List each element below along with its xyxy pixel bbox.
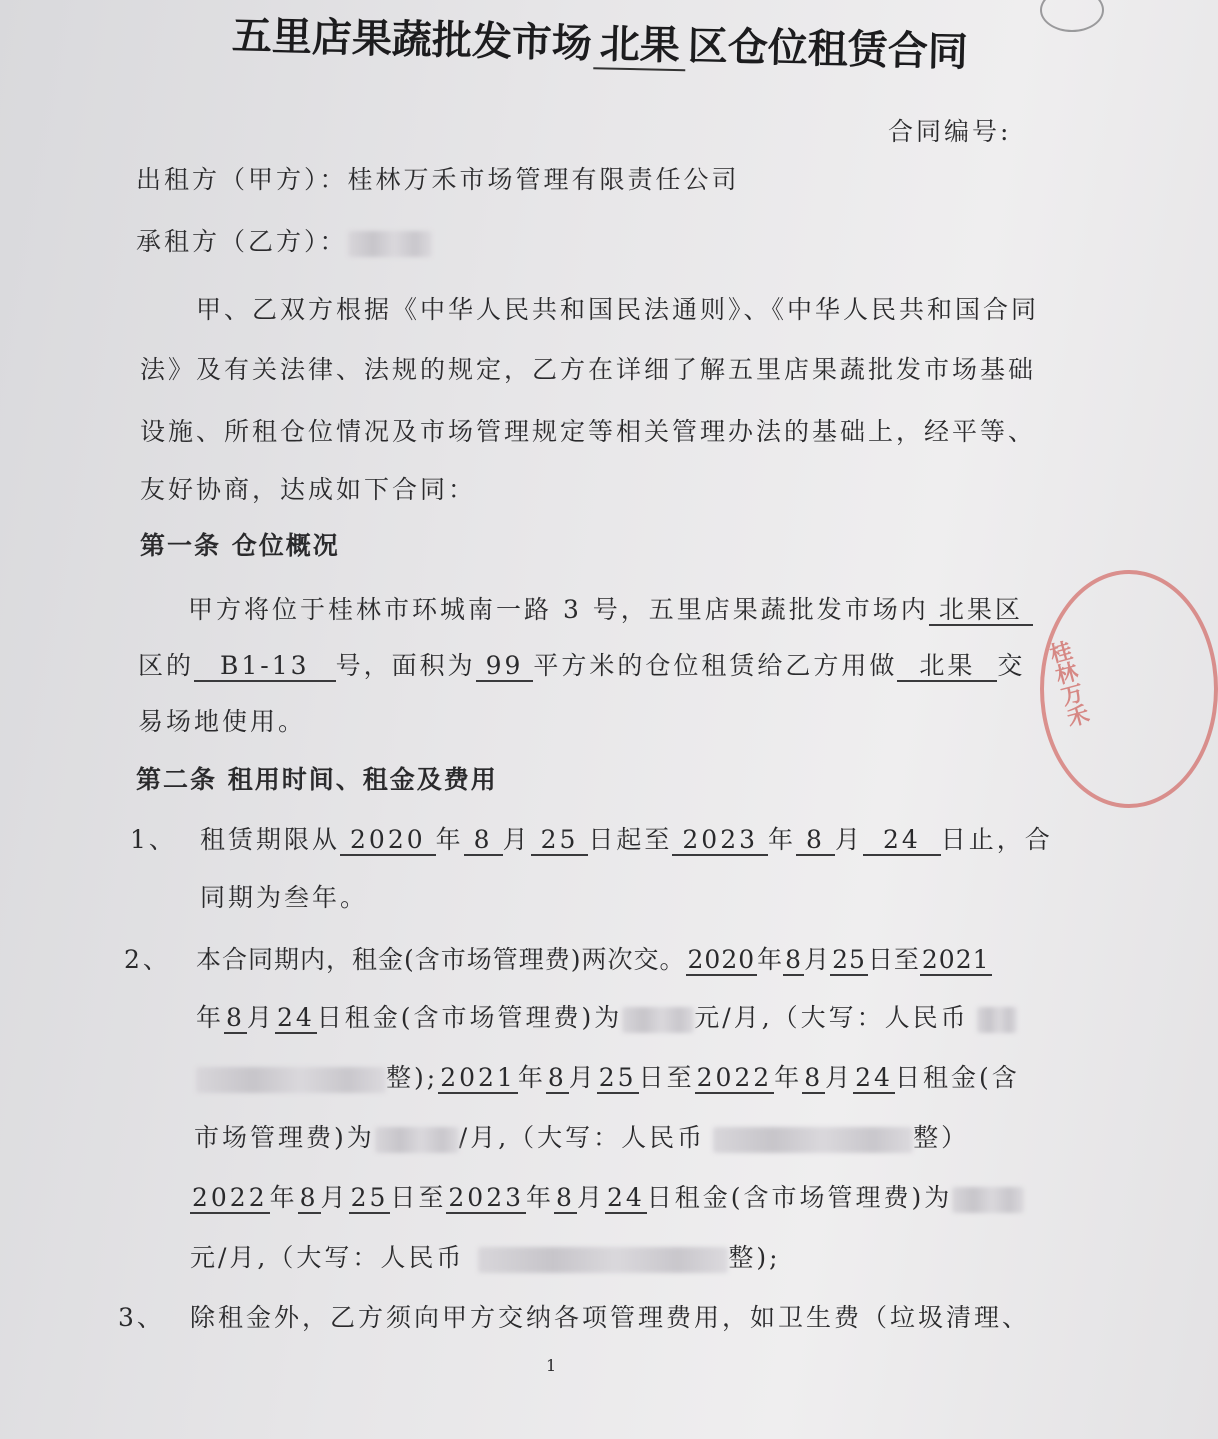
- c2-l1-day-1: 25: [832, 945, 866, 974]
- c2-l2-nian: 年: [196, 1003, 225, 1032]
- c1-end-month: 8: [796, 825, 835, 856]
- c2-l3-zheng: 整);: [386, 1063, 439, 1092]
- c2-l3-day-2: 24: [855, 1063, 893, 1092]
- c1-end-year: 2023: [672, 825, 768, 856]
- c2-l1-year-1: 2020: [687, 945, 756, 974]
- c2-l2-daxie: 元/月,（大写：人民币: [694, 1003, 969, 1032]
- clause-1-line-1: [200, 820, 1053, 856]
- c2-l5-year-1: 2022: [192, 1183, 268, 1212]
- c1-start-month: 8: [464, 825, 503, 856]
- c2-l6-zheng: 整);: [728, 1243, 781, 1272]
- c2-l5-yue-1: 月: [320, 1183, 349, 1212]
- redacted-rent-2: [375, 1127, 459, 1153]
- redacted-rent-2-words: [713, 1127, 913, 1153]
- c2-l5-yue-2: 月: [576, 1183, 605, 1212]
- c2-l3-year-2: 2022: [696, 1063, 773, 1092]
- c2-l5-month-1: 8: [299, 1183, 319, 1212]
- c2-l3-month-2: 8: [804, 1063, 824, 1092]
- c2-l5-zhi: 日至: [390, 1183, 447, 1212]
- art1-area-sqm: 99: [476, 651, 534, 682]
- redacted-rent-3: [952, 1187, 1024, 1213]
- title-area: 北果: [593, 21, 686, 71]
- lessee-line: [136, 222, 432, 258]
- article-1-line-3: 易场地使用。: [138, 707, 307, 736]
- clause-2-line-2: [196, 998, 1017, 1034]
- redacted-rent-3-words: [478, 1247, 728, 1273]
- c2-l4-daxie: /月,（大写：人民币: [458, 1123, 706, 1152]
- redacted-rent-1: [622, 1007, 694, 1033]
- c1-yue-2: 月: [834, 825, 863, 854]
- c1-qizhi: 日起至: [588, 825, 673, 854]
- c2-l6-daxie: 元/月,（大写：人民币: [190, 1243, 465, 1272]
- intro-line-4: 友好协商，达成如下合同：: [140, 475, 477, 504]
- c1-start-day: 25: [531, 825, 589, 856]
- c1-start-year: 2020: [340, 825, 436, 856]
- clause-2-number: 2、: [124, 945, 171, 974]
- c2-l2-yue: 月: [246, 1003, 275, 1032]
- lessor-line: 出租方（甲方）：桂林万禾市场管理有限责任公司: [136, 165, 740, 194]
- c2-l5-day-1: 25: [350, 1183, 389, 1212]
- c2-l5-year-2: 2023: [448, 1183, 525, 1212]
- article-1-line-2: [138, 646, 1025, 682]
- corner-mark: [1040, 0, 1104, 32]
- art1-area: 北果区: [929, 595, 1033, 626]
- c2-l1-zhi: 日至: [867, 945, 920, 974]
- c1-nian-1: 年: [435, 825, 464, 854]
- clause-2-line-4: [194, 1118, 969, 1154]
- c2-l3-year-1: 2021: [440, 1063, 516, 1092]
- c2-l2-text: 日租金(含市场管理费)为: [316, 1003, 623, 1032]
- title-suffix: 区仓位租赁合同: [687, 23, 969, 76]
- article-1-line-1: [188, 590, 1033, 626]
- c2-l5-day-2: 24: [606, 1183, 645, 1212]
- c2-l2-day: 24: [276, 1003, 315, 1032]
- intro-line-2: 法》及有关法律、法规的规定，乙方在详细了解五里店果蔬批发市场基础: [140, 355, 1037, 384]
- c2-l3-month-1: 8: [547, 1063, 567, 1092]
- lessee-label: 承租方（乙方）：: [136, 227, 348, 256]
- c2-l3-nian-1: 年: [517, 1063, 546, 1092]
- c2-l1-month-1: 8: [785, 945, 803, 974]
- c1-text-a: 租赁期限从: [200, 825, 341, 854]
- article-1-heading: 第一条 仓位概况: [140, 531, 340, 560]
- art1-text-2d: 交: [997, 651, 1026, 680]
- clause-2-line-6: [190, 1238, 781, 1274]
- company-seal-text: 桂林万禾: [1044, 638, 1091, 730]
- c1-end-text: 日止，合: [940, 825, 1053, 854]
- c2-l1-nian: 年: [757, 945, 784, 974]
- c2-l3-nian-2: 年: [774, 1063, 803, 1092]
- c2-l1-text: 本合同期内，租金(含市场管理费)两次交。: [196, 945, 686, 974]
- contract-title: [231, 4, 968, 78]
- redacted-lessee-name: [348, 231, 432, 257]
- c2-l3-day-1: 25: [598, 1063, 637, 1092]
- art1-text-2a: 区的: [138, 651, 195, 680]
- clause-1-number: 1、: [130, 825, 177, 854]
- art1-text-2b: 号，面积为: [335, 651, 476, 680]
- c1-yue-1: 月: [502, 825, 531, 854]
- c2-l1-year-2: 2021: [921, 945, 990, 974]
- c2-l4-zheng: 整）: [913, 1123, 970, 1152]
- c2-l5-nian-1: 年: [269, 1183, 298, 1212]
- c2-l1-yue: 月: [804, 945, 831, 974]
- clause-2-line-3: [196, 1058, 1020, 1094]
- c2-l3-zhi: 日至: [638, 1063, 695, 1092]
- c2-l3-text: 日租金(含: [894, 1063, 1020, 1092]
- clause-2-line-1: [196, 940, 992, 976]
- c2-l5-nian-2: 年: [526, 1183, 555, 1212]
- art1-stall-number: B1-13: [194, 651, 336, 682]
- clause-2-line-5: [190, 1178, 1024, 1214]
- article-2-heading: 第二条 租用时间、租金及费用: [136, 765, 498, 794]
- page-number: 1: [546, 1356, 557, 1375]
- c2-l4-text: 市场管理费)为: [194, 1123, 375, 1152]
- redacted-rent-1-words-a: [977, 1007, 1017, 1033]
- c2-l3-yue-1: 月: [568, 1063, 597, 1092]
- clause-1-line-2: 同期为叁年。: [200, 883, 369, 912]
- c2-l3-yue-2: 月: [825, 1063, 854, 1092]
- contract-number-label: 合同编号:: [888, 117, 1012, 146]
- art1-text-1: 甲方将位于桂林市环城南一路 3 号，五里店果蔬批发市场内: [188, 595, 929, 624]
- c2-l5-text: 日租金(含市场管理费)为: [646, 1183, 953, 1212]
- art1-text-2c: 平方米的仓位租赁给乙方用做: [533, 651, 898, 680]
- clause-3-number: 3、: [118, 1303, 165, 1332]
- clause-3-line-1: 除租金外，乙方须向甲方交纳各项管理费用，如卫生费（垃圾清理、: [190, 1303, 1031, 1332]
- intro-line-1: 甲、乙双方根据《中华人民共和国民法通则》、《中华人民共和国合同: [196, 295, 1040, 324]
- c1-nian-2: 年: [768, 825, 797, 854]
- intro-line-3: 设施、所租仓位情况及市场管理规定等相关管理办法的基础上，经平等、: [140, 417, 1037, 446]
- c2-l2-month: 8: [226, 1003, 245, 1032]
- c1-end-day: 24: [863, 825, 941, 856]
- redacted-rent-1-words-b: [196, 1067, 386, 1093]
- c2-l5-month-2: 8: [556, 1183, 575, 1212]
- art1-use: 北果: [897, 651, 997, 682]
- title-prefix: 五里店果蔬批发市场: [231, 13, 593, 68]
